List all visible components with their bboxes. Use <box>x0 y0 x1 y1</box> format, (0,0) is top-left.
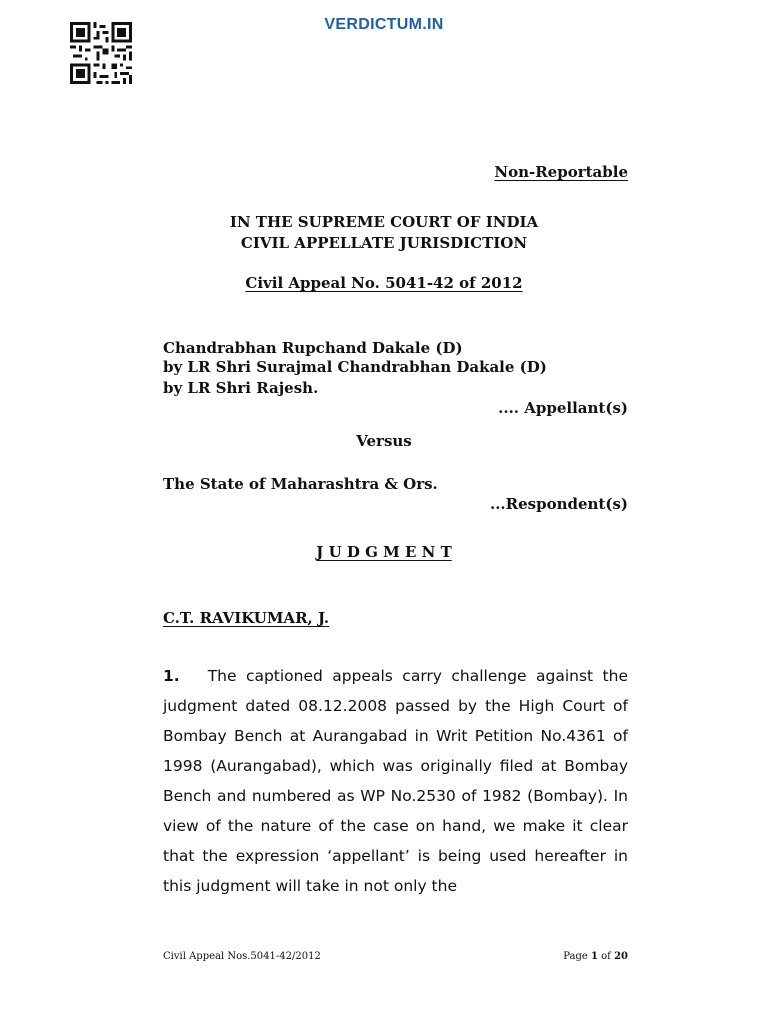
appellant-line-1: Chandrabhan Rupchand Dakale (D) <box>163 339 463 357</box>
site-watermark: VERDICTUM.IN <box>324 16 444 33</box>
reportable-status: Non-Reportable <box>494 163 628 181</box>
page-number <box>163 951 628 962</box>
versus: Versus <box>356 432 412 450</box>
page-prefix: Page <box>563 951 588 962</box>
paragraph-number: 1. <box>163 667 180 685</box>
case-number: Civil Appeal No. 5041-42 of 2012 <box>245 274 523 292</box>
paragraph-text: The captioned appeals carry challenge against the judgment dated 08.12.2008 passed by the High Court of Bombay Bench at Aurangabad in Writ Petition No.4361 of 1998 (Aurangabad), which was originally filed at Bombay Bench and numbered as WP No.2530 of 1982 (Bombay). In view of the nature of the case on hand, we make it clear that the expression ‘appellant’ is being used hereafter in this judgment will take in not only the <box>163 667 628 895</box>
respondent-label: ...Respondent(s) <box>489 495 628 513</box>
page-current: 1 <box>591 951 598 962</box>
page-total: 20 <box>614 951 628 962</box>
court-name: IN THE SUPREME COURT OF INDIA <box>229 213 539 231</box>
appellant-line-3: by LR Shri Rajesh. <box>163 379 319 397</box>
footer-case-ref: Civil Appeal Nos.5041-42/2012 <box>163 951 321 962</box>
judge-name: C.T. RAVIKUMAR, J. <box>163 609 330 627</box>
respondent-name: The State of Maharashtra & Ors. <box>163 475 438 493</box>
paragraph-1 <box>163 661 628 901</box>
jurisdiction: CIVIL APPELLATE JURISDICTION <box>240 234 528 252</box>
appellant-label: .... Appellant(s) <box>498 399 628 417</box>
judgment-heading: J U D G M E N T <box>316 543 452 561</box>
appellant-line-2: by LR Shri Surajmal Chandrabhan Dakale (D) <box>163 358 547 376</box>
page-of: of <box>601 951 611 962</box>
